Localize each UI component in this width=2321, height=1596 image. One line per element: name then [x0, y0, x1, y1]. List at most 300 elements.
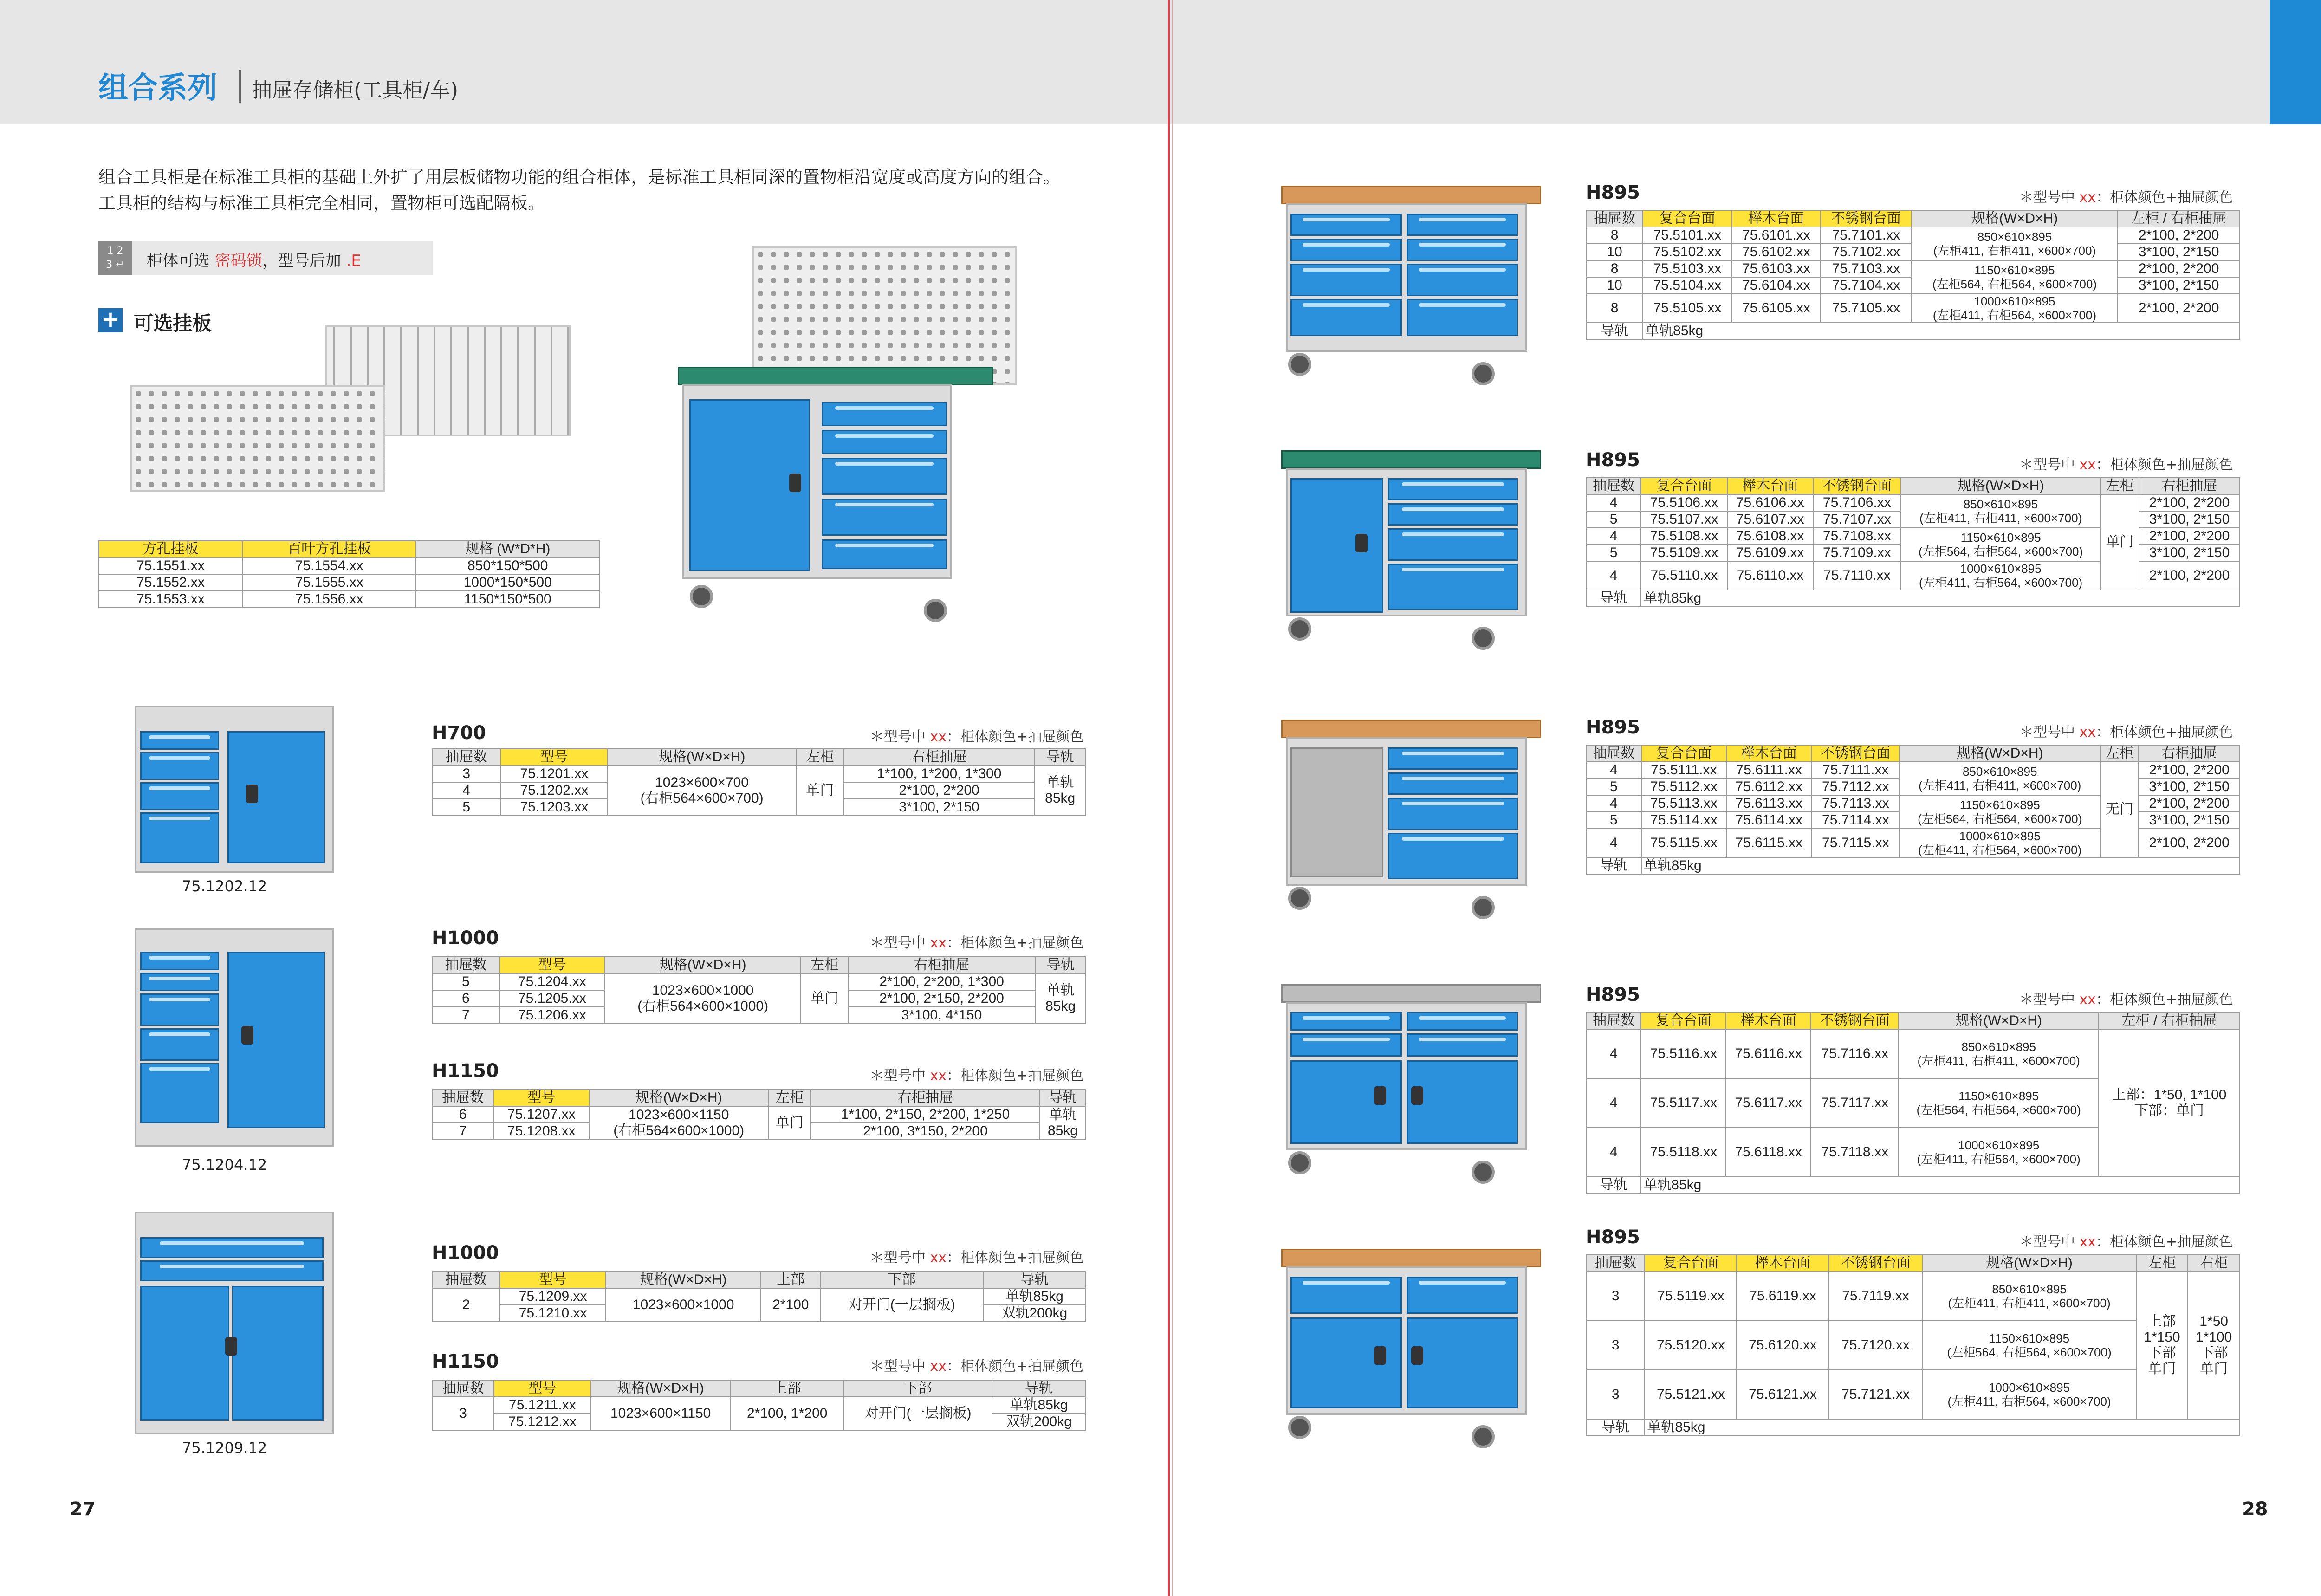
table-cell: 75.7104.xx	[1821, 277, 1911, 294]
table-row	[1586, 494, 2240, 511]
table-cell: 75.6109.xx	[1727, 545, 1813, 561]
col-header: 导轨	[1035, 957, 1086, 973]
table-cell: 75.6117.xx	[1726, 1078, 1811, 1128]
table-cell: 无门	[2100, 762, 2139, 857]
optional-panel-label: 可选挂板	[134, 312, 212, 335]
table-row	[1586, 762, 2240, 779]
table-cell: 2*100, 2*200	[2139, 795, 2240, 812]
table-cell: 3*100, 2*150	[2139, 545, 2240, 561]
section-subtitle: 抽屉存储柜(工具柜/车)	[252, 78, 459, 102]
table-cell: 75.7102.xx	[1821, 244, 1911, 260]
col-header: 复合台面	[1641, 478, 1727, 494]
table-cell: 3*100, 4*150	[848, 1007, 1035, 1024]
table-cell: 2*100, 3*150, 2*200	[811, 1123, 1040, 1140]
table-cell: 双轨200kg	[992, 1414, 1086, 1430]
col-header: 抽屉数	[432, 1272, 500, 1288]
table-cell: 5	[1586, 511, 1641, 528]
table-h895-2	[1586, 477, 2240, 607]
table-cell: 4	[1586, 528, 1641, 545]
col-header: 抽屉数	[432, 749, 500, 766]
table-cell: 850×610×895 (左柜411, 右柜411, ×600×700)	[1899, 1029, 2099, 1078]
table-cell: 2*100, 2*200	[2118, 227, 2240, 244]
col-header: 右柜抽屉	[2139, 745, 2240, 762]
caption-1202: 75.1202.12	[182, 877, 267, 895]
model-h895-1: H895	[1586, 182, 1640, 203]
table-cell: 75.1201.xx	[500, 766, 608, 782]
col-header: 不锈钢台面	[1811, 1012, 1899, 1029]
col-header: 左柜	[2100, 745, 2139, 762]
page-number-left: 27	[70, 1499, 96, 1520]
table-cell: 4	[1586, 494, 1641, 511]
table-h895-1	[1586, 210, 2240, 340]
lock-note	[147, 248, 361, 271]
table-cell: 850*150*500	[416, 558, 599, 574]
table-cell: 75.1204.xx	[499, 973, 605, 990]
table-cell: 2*100, 2*200	[2139, 561, 2240, 590]
model-note: ＊型号中 xx：柜体颜色+抽屉颜色	[2019, 1234, 2233, 1250]
col-header: 不锈钢台面	[1828, 1255, 1922, 1272]
table-cell: 3*100, 2*150	[2118, 244, 2240, 260]
col-header: 规格 (W*D*H)	[416, 541, 599, 558]
intro-line-1: 组合工具柜是在标准工具柜的基础上外扩了用层板储物功能的组合柜体，是标准工具柜同深的置物柜沿宽度或高度方向的组合。	[98, 167, 1060, 187]
table-cell: 10	[1586, 244, 1643, 260]
col-header: 抽屉数	[1586, 478, 1641, 494]
table-cell: 单门	[768, 1106, 811, 1140]
col-header: 抽屉数	[1586, 745, 1641, 762]
table-cell: 75.7114.xx	[1811, 812, 1900, 829]
table-row	[1586, 260, 2240, 277]
table-cell: 2*100	[761, 1288, 821, 1322]
table-cell: 75.5104.xx	[1643, 277, 1732, 294]
table-cell: 5	[432, 973, 499, 990]
table-cell: 3*100, 2*150	[844, 799, 1034, 816]
model-note: ＊型号中 xx：柜体颜色+抽屉颜色	[2019, 724, 2233, 740]
table-row	[1586, 795, 2240, 812]
table-cell: 75.7113.xx	[1811, 795, 1900, 812]
table-cell: 75.5107.xx	[1641, 511, 1727, 528]
table-cell: 75.7101.xx	[1821, 227, 1911, 244]
table-row	[432, 957, 1086, 973]
model-h1000: H1000	[432, 928, 499, 949]
table-cell: 单门	[801, 973, 848, 1024]
table-cell: 75.7120.xx	[1828, 1321, 1922, 1370]
table-cell: 75.7115.xx	[1811, 829, 1900, 857]
table-cell: 75.5108.xx	[1641, 528, 1727, 545]
table-cell: 1*100, 1*200, 1*300	[844, 766, 1034, 782]
col-header: 复合台面	[1641, 745, 1726, 762]
table-cell: 75.5116.xx	[1641, 1029, 1726, 1078]
table-cell: 5	[1586, 812, 1641, 829]
title-divider	[239, 70, 241, 103]
table-cell: 75.7111.xx	[1811, 762, 1900, 779]
table-cell: 75.1209.xx	[500, 1288, 606, 1305]
col-header: 规格(W×D×H)	[1899, 1012, 2099, 1029]
table-cell: 850×610×895 (左柜411, 右柜411, ×600×700)	[1901, 494, 2101, 528]
table-cell: 4	[1586, 795, 1641, 812]
table-cell: 75.1554.xx	[242, 558, 416, 574]
table-row	[1586, 1255, 2240, 1272]
header-accent-block	[2270, 0, 2321, 124]
model-note: ＊型号中 xx：柜体颜色+抽屉颜色	[870, 1358, 1084, 1375]
lock-note-suffix: ，型号后加	[262, 252, 346, 270]
model-h1150: H1150	[432, 1060, 499, 1082]
col-header: 规格(W×D×H)	[590, 1090, 768, 1106]
table-cell: 75.6111.xx	[1726, 762, 1811, 779]
col-header: 型号	[494, 1380, 591, 1397]
col-header: 不锈钢台面	[1821, 210, 1911, 227]
table-cell: 1023×600×1000 (右柜564×600×1000)	[605, 973, 801, 1024]
table-cell: 2*100, 2*200, 1*300	[848, 973, 1035, 990]
table-cell: 75.5109.xx	[1641, 545, 1727, 561]
table-cell: 75.6102.xx	[1732, 244, 1821, 260]
model-note: ＊型号中 xx：柜体颜色+抽屉颜色	[870, 1068, 1084, 1084]
table-cell: 3	[432, 766, 500, 782]
col-header: 不锈钢台面	[1811, 745, 1900, 762]
table-cell: 75.6121.xx	[1737, 1370, 1828, 1419]
intro-line-2: 工具柜的结构与标准工具柜完全相同，置物柜可选配隔板。	[98, 193, 545, 213]
table-cell: 8	[1586, 260, 1643, 277]
table-h895-5	[1586, 1254, 2240, 1436]
table-cell: 1*100, 2*150, 2*200, 1*250	[811, 1106, 1040, 1123]
table-row	[99, 591, 599, 608]
col-header: 抽屉数	[1586, 1255, 1645, 1272]
table-row	[1586, 294, 2240, 323]
col-header: 榉木台面	[1737, 1255, 1828, 1272]
table-row	[1586, 1272, 2240, 1321]
table-cell: 75.7119.xx	[1828, 1272, 1922, 1321]
table-cell: 1150×610×895 (左柜564, 右柜564, ×600×700)	[1901, 528, 2101, 561]
table-cell: 75.5120.xx	[1645, 1321, 1737, 1370]
table-cell: 75.7121.xx	[1828, 1370, 1922, 1419]
table-cell: 75.1202.xx	[500, 782, 608, 799]
table-cell: 单门	[2101, 494, 2139, 590]
col-header: 复合台面	[1641, 1012, 1726, 1029]
table-row	[99, 558, 599, 574]
col-header: 导轨	[1034, 749, 1086, 766]
table-cell: 75.7117.xx	[1811, 1078, 1899, 1128]
table-cell: 2*100, 2*200	[2118, 260, 2240, 277]
table-cell: 1150×610×895 (左柜564, 右柜564, ×600×700)	[1900, 795, 2100, 829]
table-cell: 1000×610×895 (左柜411, 右柜564, ×600×700)	[1923, 1370, 2136, 1419]
table-cell: 3*100, 2*150	[2139, 812, 2240, 829]
col-header: 右柜	[2188, 1255, 2240, 1272]
table-cell: 2*100, 2*200	[2139, 528, 2240, 545]
table-cell: 4	[1586, 762, 1641, 779]
table-cell: 单轨 85kg	[1034, 766, 1086, 816]
model-note: ＊型号中 xx：柜体颜色+抽屉颜色	[870, 1250, 1084, 1266]
table-row	[432, 1288, 1086, 1305]
col-header: 上部	[731, 1380, 844, 1397]
col-header: 规格(W×D×H)	[1901, 478, 2101, 494]
table-cell: 1150*150*500	[416, 591, 599, 608]
table-cell: 75.6114.xx	[1726, 812, 1811, 829]
table-cell: 75.6108.xx	[1727, 528, 1813, 545]
table-cell: 对开门(一层搁板)	[844, 1397, 992, 1430]
col-header: 下部	[844, 1380, 992, 1397]
model-h895-3: H895	[1586, 717, 1640, 738]
col-header: 左柜	[796, 749, 844, 766]
col-header: 抽屉数	[1586, 1012, 1641, 1029]
table-cell: 1000×610×895 (左柜411, 右柜564, ×600×700)	[1912, 294, 2118, 323]
table-cell: 75.1553.xx	[99, 591, 242, 608]
table-row	[432, 1397, 1086, 1414]
table-cell: 4	[1586, 1078, 1641, 1128]
col-header: 右柜抽屉	[848, 957, 1035, 973]
col-header: 抽屉数	[432, 1380, 494, 1397]
table-h1150	[432, 1089, 1086, 1140]
col-header: 抽屉数	[1586, 210, 1643, 227]
table-cell: 4	[1586, 1029, 1641, 1078]
table-cell: 上部：1*50, 1*100 下部：单门	[2099, 1029, 2240, 1177]
table-cell: 2*100, 2*200	[2139, 494, 2240, 511]
model-note: ＊型号中 xx：柜体颜色+抽屉颜色	[870, 729, 1084, 745]
col-header: 下部	[821, 1272, 983, 1288]
page-number-right: 28	[2242, 1499, 2268, 1520]
table-cell: 单轨85kg	[1641, 1177, 2240, 1194]
table-row	[1586, 1177, 2240, 1194]
col-header: 上部	[761, 1272, 821, 1288]
model-note: ＊型号中 xx：柜体颜色+抽屉颜色	[2019, 992, 2233, 1008]
table-cell: 1150×610×895 (左柜564, 右柜564, ×600×700)	[1912, 260, 2118, 294]
table-cell: 75.6112.xx	[1726, 779, 1811, 795]
table-cell: 3*100, 2*150	[2139, 511, 2240, 528]
table-cell: 3*100, 2*150	[2118, 277, 2240, 294]
table-cell: 75.6105.xx	[1732, 294, 1821, 323]
table-row	[1586, 1012, 2240, 1029]
table-cell: 6	[432, 1106, 493, 1123]
table-cell: 75.6116.xx	[1726, 1029, 1811, 1078]
table-row	[432, 1106, 1086, 1123]
table-cell: 1000×610×895 (左柜411, 右柜564, ×600×700)	[1901, 561, 2101, 590]
table-cell: 75.6115.xx	[1726, 829, 1811, 857]
col-header: 规格(W×D×H)	[606, 1272, 760, 1288]
table-cell: 1150×610×895 (左柜564, 右柜564, ×600×700)	[1899, 1078, 2099, 1128]
page-fold-line	[1168, 0, 1170, 1596]
col-header: 左柜	[768, 1090, 811, 1106]
table-cell: 7	[432, 1123, 493, 1140]
table-cell: 2*100, 1*200	[731, 1397, 844, 1430]
col-header: 右柜抽屉	[811, 1090, 1040, 1106]
col-header: 型号	[493, 1090, 590, 1106]
table-row	[1586, 561, 2240, 590]
table-cell: 75.5110.xx	[1641, 561, 1727, 590]
table-cell: 75.1210.xx	[500, 1305, 606, 1322]
table-cell: 2*100, 2*150, 2*200	[848, 990, 1035, 1007]
table-h895-4	[1586, 1012, 2240, 1194]
table-cell: 75.1207.xx	[493, 1106, 590, 1123]
table-cell: 75.1212.xx	[494, 1414, 591, 1430]
model-h1000-b: H1000	[432, 1242, 499, 1264]
table-cell: 1*50 1*100 下部 单门	[2188, 1272, 2240, 1419]
col-header: 右柜抽屉	[844, 749, 1034, 766]
table-cell: 导轨	[1586, 323, 1643, 339]
table-cell: 75.5114.xx	[1641, 812, 1726, 829]
table-cell: 单轨85kg	[1641, 857, 2240, 874]
col-header: 右柜抽屉	[2139, 478, 2240, 494]
table-cell: 8	[1586, 294, 1643, 323]
table-cell: 7	[432, 1007, 499, 1024]
table-cell: 75.7103.xx	[1821, 260, 1911, 277]
panel-table	[98, 540, 600, 608]
table-cell: 75.7116.xx	[1811, 1029, 1899, 1078]
table-row	[1586, 323, 2240, 339]
table-row	[1586, 1419, 2240, 1436]
table-cell: 75.6103.xx	[1732, 260, 1821, 277]
table-cell: 1000*150*500	[416, 574, 599, 591]
model-h1150-b: H1150	[432, 1351, 499, 1372]
table-cell: 4	[1586, 561, 1641, 590]
table-cell: 双轨200kg	[983, 1305, 1086, 1322]
section-title: 组合系列	[98, 71, 217, 105]
table-row	[1586, 857, 2240, 874]
table-cell: 3	[1586, 1321, 1645, 1370]
table-cell: 75.6119.xx	[1737, 1272, 1828, 1321]
col-header: 规格(W×D×H)	[1900, 745, 2100, 762]
table-cell: 75.6110.xx	[1727, 561, 1813, 590]
table-cell: 2	[432, 1288, 500, 1322]
table-cell: 单轨85kg	[992, 1397, 1086, 1414]
table-cell: 1023×600×1150 (右柜564×600×1000)	[590, 1106, 768, 1140]
caption-1204: 75.1204.12	[182, 1156, 267, 1174]
table-cell: 75.1551.xx	[99, 558, 242, 574]
table-cell: 2*100, 2*200	[2118, 294, 2240, 323]
table-row	[1586, 210, 2240, 227]
col-header: 复合台面	[1643, 210, 1732, 227]
table-cell: 4	[432, 782, 500, 799]
table-cell: 75.6101.xx	[1732, 227, 1821, 244]
col-header: 型号	[499, 957, 605, 973]
model-h700: H700	[432, 722, 486, 744]
col-header: 榉木台面	[1732, 210, 1821, 227]
table-cell: 75.1555.xx	[242, 574, 416, 591]
table-cell: 75.5105.xx	[1643, 294, 1732, 323]
table-cell: 1023×600×700 (右柜564×600×700)	[608, 766, 796, 816]
col-header: 规格(W×D×H)	[608, 749, 796, 766]
table-cell: 1000×610×895 (左柜411, 右柜564, ×600×700)	[1900, 829, 2100, 857]
table-cell: 75.5115.xx	[1641, 829, 1726, 857]
table-cell: 850×610×895 (左柜411, 右柜411, ×600×700)	[1923, 1272, 2136, 1321]
col-header: 方孔挂板	[99, 541, 242, 558]
table-cell: 2*100, 2*200	[844, 782, 1034, 799]
table-cell: 75.7112.xx	[1811, 779, 1900, 795]
table-cell: 2*100, 2*200	[2139, 762, 2240, 779]
table-cell: 75.5111.xx	[1641, 762, 1726, 779]
table-row	[99, 541, 599, 558]
page-fold-line-2	[1172, 0, 1173, 1596]
table-cell: 75.1203.xx	[500, 799, 608, 816]
model-note: ＊型号中 xx：柜体颜色+抽屉颜色	[2019, 457, 2233, 473]
lock-note-highlight: 密码锁	[214, 252, 262, 270]
table-cell: 75.1556.xx	[242, 591, 416, 608]
col-header: 复合台面	[1645, 1255, 1737, 1272]
table-cell: 75.5113.xx	[1641, 795, 1726, 812]
table-cell: 单轨 85kg	[1035, 973, 1086, 1024]
table-cell: 5	[432, 799, 500, 816]
table-cell: 对开门(一层搁板)	[821, 1288, 983, 1322]
model-note: ＊型号中 xx：柜体颜色+抽屉颜色	[2019, 189, 2233, 206]
col-header: 百叶方孔挂板	[242, 541, 416, 558]
caption-1209: 75.1209.12	[182, 1439, 267, 1457]
col-header: 左柜	[2101, 478, 2139, 494]
col-header: 榉木台面	[1727, 478, 1813, 494]
table-cell: 75.5103.xx	[1643, 260, 1732, 277]
intro-text	[98, 164, 1120, 216]
table-cell: 导轨	[1586, 1177, 1641, 1194]
table-row	[1586, 478, 2240, 494]
table-cell: 75.1205.xx	[499, 990, 605, 1007]
table-cell: 75.7109.xx	[1813, 545, 1901, 561]
square-hole-pegboard-image	[130, 385, 385, 492]
table-cell: 75.6120.xx	[1737, 1321, 1828, 1370]
table-cell: 75.5101.xx	[1643, 227, 1732, 244]
table-cell: 75.6118.xx	[1726, 1128, 1811, 1177]
col-header: 导轨	[992, 1380, 1086, 1397]
table-cell: 75.7106.xx	[1813, 494, 1901, 511]
plus-icon: +	[98, 308, 123, 332]
table-cell: 单轨 85kg	[1040, 1106, 1086, 1140]
table-cell: 1023×600×1000	[606, 1288, 760, 1322]
col-header: 左柜	[801, 957, 848, 973]
table-cell: 单门	[796, 766, 844, 816]
table-cell: 单轨85kg	[1645, 1419, 2240, 1436]
table-cell: 单轨85kg	[983, 1288, 1086, 1305]
table-cell: 75.7118.xx	[1811, 1128, 1899, 1177]
col-header: 型号	[500, 749, 608, 766]
col-header: 左柜 / 右柜抽屉	[2118, 210, 2240, 227]
table-row	[432, 1272, 1086, 1288]
col-header: 左柜	[2136, 1255, 2188, 1272]
table-cell: 75.7110.xx	[1813, 561, 1901, 590]
table-cell: 75.6107.xx	[1727, 511, 1813, 528]
table-cell: 导轨	[1586, 857, 1641, 874]
table-row	[1586, 528, 2240, 545]
table-row	[1586, 829, 2240, 857]
table-cell: 75.5106.xx	[1641, 494, 1727, 511]
table-cell: 75.5118.xx	[1641, 1128, 1726, 1177]
table-h1000-b	[432, 1271, 1086, 1322]
table-cell: 75.1552.xx	[99, 574, 242, 591]
table-h700	[432, 748, 1086, 816]
col-header: 抽屉数	[432, 1090, 493, 1106]
model-h895-5: H895	[1586, 1226, 1640, 1248]
table-cell: 75.5119.xx	[1645, 1272, 1737, 1321]
table-cell: 1000×610×895 (左柜411, 右柜564, ×600×700)	[1899, 1128, 2099, 1177]
table-cell: 3	[432, 1397, 494, 1430]
col-header: 规格(W×D×H)	[1923, 1255, 2136, 1272]
lock-note-code: .E	[346, 252, 361, 270]
table-cell: 3*100, 2*150	[2139, 779, 2240, 795]
col-header: 榉木台面	[1726, 1012, 1811, 1029]
table-h1150-b	[432, 1380, 1086, 1431]
table-cell: 5	[1586, 545, 1641, 561]
table-cell: 75.1211.xx	[494, 1397, 591, 1414]
table-cell: 1150×610×895 (左柜564, 右柜564, ×600×700)	[1923, 1321, 2136, 1370]
table-row	[99, 574, 599, 591]
table-cell: 4	[1586, 1128, 1641, 1177]
col-header: 规格(W×D×H)	[605, 957, 801, 973]
table-cell: 850×610×895 (左柜411, 右柜411, ×600×700)	[1900, 762, 2100, 795]
table-cell: 75.6106.xx	[1727, 494, 1813, 511]
col-header: 规格(W×D×H)	[591, 1380, 731, 1397]
table-cell: 75.5121.xx	[1645, 1370, 1737, 1419]
col-header: 抽屉数	[432, 957, 499, 973]
table-cell: 2*100, 2*200	[2139, 829, 2240, 857]
table-row	[432, 973, 1086, 990]
col-header: 型号	[500, 1272, 606, 1288]
table-row	[432, 766, 1086, 782]
table-cell: 单轨85kg	[1643, 323, 2240, 339]
table-cell: 8	[1586, 227, 1643, 244]
